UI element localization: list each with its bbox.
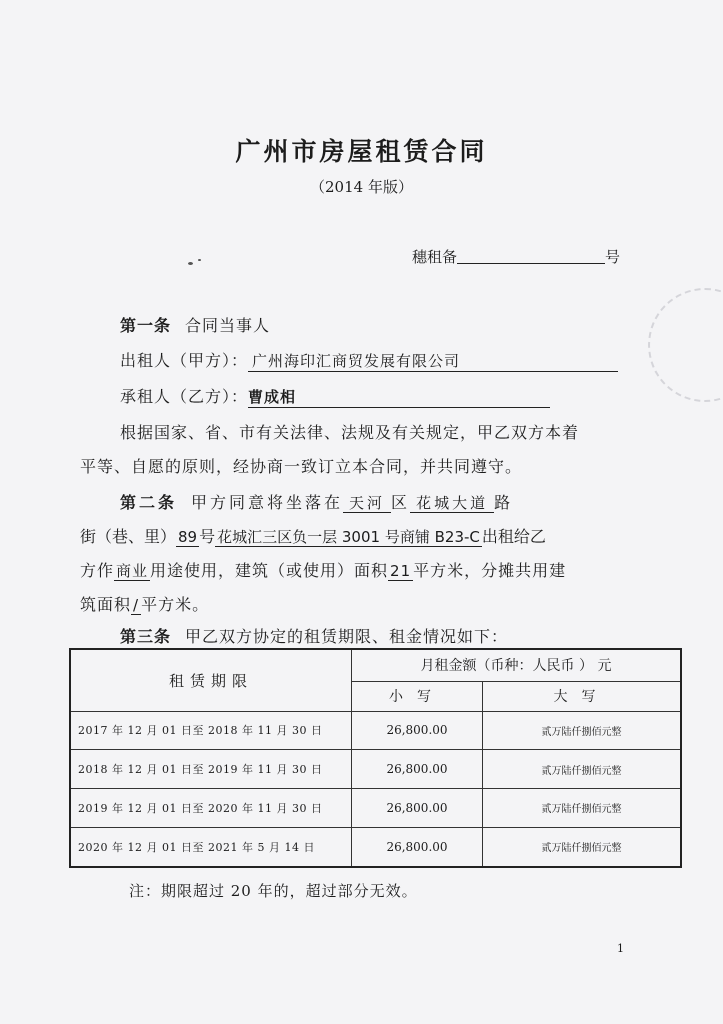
table-row bbox=[70, 711, 681, 750]
lower-amount-cell: 26,800.00 bbox=[352, 750, 483, 789]
table-row bbox=[70, 788, 681, 827]
article3-heading: 第三条 bbox=[120, 627, 172, 646]
article1-paragraph-line2: 平等、自愿的原则，经协商一致订立本合同，并共同遵守。 bbox=[80, 457, 523, 476]
upper-amount-cell: 贰万陆仟捌佰元整 bbox=[483, 750, 682, 789]
article2-text: 路 bbox=[494, 493, 514, 512]
registration-suffix: 号 bbox=[605, 248, 621, 266]
lessor-name: 广州海印汇商贸发展有限公司 bbox=[248, 350, 618, 372]
article2-text: 方作 bbox=[80, 561, 115, 580]
company-seal-stamp bbox=[648, 288, 723, 402]
article2-text: 区 bbox=[391, 493, 411, 512]
article2-text: 平方米。 bbox=[141, 595, 210, 614]
lower-amount-cell: 26,800.00 bbox=[352, 788, 483, 827]
document-edition: （2014 年版） bbox=[310, 178, 413, 196]
article2-text: 甲方同意将坐落在 bbox=[191, 493, 344, 512]
article2-text: 筑面积 bbox=[80, 595, 132, 614]
article1-paragraph-line1: 根据国家、省、市有关法律、法规及有关规定，甲乙双方本着 bbox=[120, 423, 580, 442]
period-cell: 2018 年 12 月 01 日至 2019 年 11 月 30 日 bbox=[70, 750, 352, 789]
lessee-line bbox=[120, 384, 550, 408]
upper-amount-cell: 贰万陆仟捌佰元整 bbox=[483, 711, 682, 750]
scan-speck bbox=[198, 259, 201, 261]
article2-text: 街（巷、里） bbox=[80, 527, 177, 546]
document-title: 广州市房屋租赁合同 bbox=[235, 137, 488, 166]
lower-amount-cell: 26,800.00 bbox=[352, 827, 483, 867]
page-number: 1 bbox=[617, 942, 624, 955]
rent-table bbox=[69, 648, 682, 868]
footnote: 注：期限超过 20 年的，超过部分无效。 bbox=[129, 882, 418, 900]
table-row bbox=[70, 827, 681, 867]
article2-heading: 第二条 bbox=[120, 493, 178, 512]
upper-amount-cell: 贰万陆仟捌佰元整 bbox=[483, 788, 682, 827]
registration-blank bbox=[457, 248, 605, 264]
table-header-row bbox=[70, 649, 681, 681]
upper-amount-cell: 贰万陆仟捌佰元整 bbox=[483, 827, 682, 867]
use-value: 商业 bbox=[116, 562, 149, 580]
street-number-value: 89 bbox=[178, 528, 198, 546]
premises-location-value: 花城汇三区负一层 3001 号商铺 B23-C bbox=[217, 528, 480, 546]
rent-header: 月租金额（币种：人民币 ） 元 bbox=[352, 649, 682, 681]
lower-amount-cell: 26,800.00 bbox=[352, 711, 483, 750]
road-value: 花城大道 bbox=[410, 494, 494, 513]
article2-line1 bbox=[120, 490, 513, 513]
district-value: 天河 bbox=[343, 494, 391, 513]
article2-text: 用途使用，建筑（或使用）面积 bbox=[150, 561, 389, 580]
scan-speck bbox=[188, 262, 193, 265]
upper-case-header: 大写 bbox=[483, 681, 682, 711]
article3-line bbox=[120, 624, 508, 647]
lower-case-header: 小写 bbox=[352, 681, 483, 711]
article2-line4 bbox=[80, 592, 209, 615]
article2-text: 出租给乙 bbox=[481, 527, 546, 546]
article2-text: 平方米，分摊共用建 bbox=[413, 561, 567, 580]
lessor-label: 出租人（甲方）： bbox=[120, 351, 249, 370]
table-row bbox=[70, 750, 681, 789]
lessor-line bbox=[120, 348, 618, 372]
article2-line3 bbox=[80, 558, 566, 581]
article3-text: 甲乙双方协定的租赁期限、租金情况如下： bbox=[185, 627, 509, 646]
article1-title: 合同当事人 bbox=[185, 316, 271, 335]
period-header: 租赁期限 bbox=[70, 649, 352, 711]
article2-text: 号 bbox=[199, 527, 216, 546]
period-cell: 2017 年 12 月 01 日至 2018 年 11 月 30 日 bbox=[70, 711, 352, 750]
period-cell: 2020 年 12 月 01 日至 2021 年 5 月 14 日 bbox=[70, 827, 352, 867]
area-value: 21 bbox=[390, 562, 412, 580]
article1-heading-line bbox=[120, 313, 270, 336]
lessee-name: 曹成相 bbox=[248, 386, 550, 408]
article1-heading: 第一条 bbox=[120, 316, 172, 335]
shared-area-value: / bbox=[133, 596, 140, 614]
lessee-label: 承租人（乙方）： bbox=[120, 387, 249, 406]
period-cell: 2019 年 12 月 01 日至 2020 年 11 月 30 日 bbox=[70, 788, 352, 827]
registration-label: 穗租备 bbox=[412, 248, 458, 266]
registration-number bbox=[412, 246, 620, 267]
article2-line2 bbox=[80, 524, 546, 547]
